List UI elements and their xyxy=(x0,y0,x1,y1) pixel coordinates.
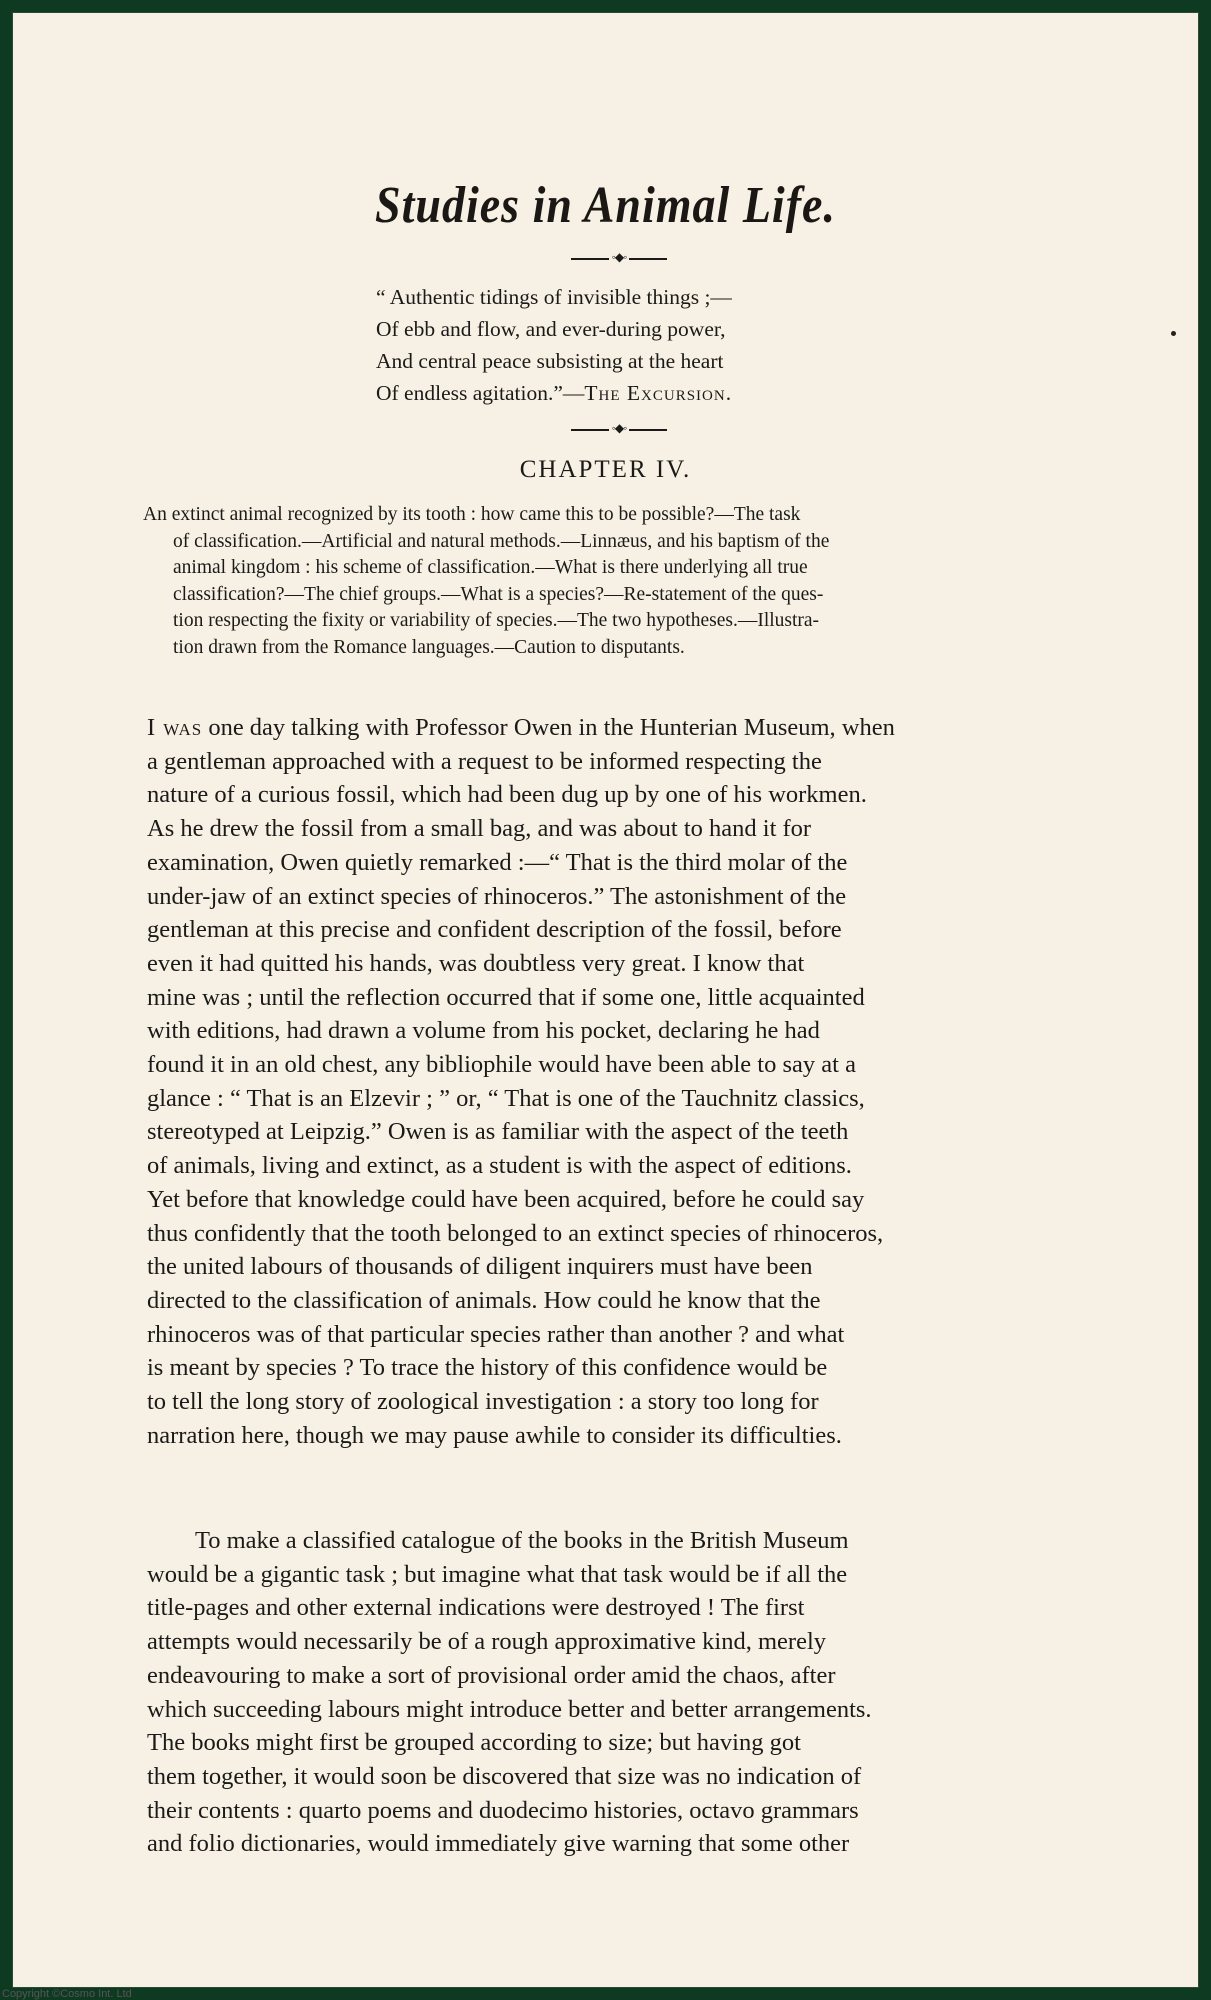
paragraph-line: examination, Owen quietly remarked :—“ That is the third molar of the xyxy=(147,848,848,876)
paragraph-line: which succeeding labours might introduce better and better arrangements. xyxy=(147,1695,872,1723)
ornament-rule xyxy=(571,429,609,431)
paragraph-line: endeavouring to make a sort of provisional order amid the chaos, after xyxy=(147,1661,836,1689)
paragraph-line: title-pages and other external indications were destroyed ! The first xyxy=(147,1594,805,1622)
paragraph-line: is meant by species ? To trace the history of this confidence would be xyxy=(147,1354,828,1382)
epigraph-line: Of ebb and flow, and ever-during power, xyxy=(376,317,726,341)
epigraph xyxy=(376,281,936,409)
copyright-notice: Copyright ©Cosmo Int. Ltd xyxy=(2,1988,132,2000)
ornament-rule xyxy=(629,429,667,431)
ornament-flourish-icon: ◦◆◦ xyxy=(611,250,627,264)
epigraph-ornament xyxy=(571,423,667,437)
paragraph-line: a gentleman approached with a request to be informed respecting the xyxy=(147,747,822,775)
paragraph-2 xyxy=(147,1524,1102,1861)
paragraph-dropcap: I was xyxy=(147,714,203,741)
chapter-synopsis xyxy=(143,502,1098,661)
paragraph-line: of animals, living and extinct, as a student is with the aspect of editions. xyxy=(147,1152,852,1180)
paragraph-line: directed to the classification of animals. How could he know that the xyxy=(147,1286,821,1314)
paragraph-line: the united labours of thousands of diligent inquirers must have been xyxy=(147,1253,813,1281)
paragraph-line: them together, it would soon be discovered that size was no indication of xyxy=(147,1762,862,1790)
paragraph-line: to tell the long story of zoological investigation : a story too long for xyxy=(147,1388,819,1416)
synopsis-line: tion respecting the fixity or variability of species.—The two hypotheses.—Illustra- xyxy=(173,610,820,631)
synopsis-line: animal kingdom : his scheme of classification.—What is there underlying all true xyxy=(173,557,808,578)
ink-speck xyxy=(1171,331,1176,336)
paragraph-line: nature of a curious fossil, which had been dug up by one of his workmen. xyxy=(147,781,867,809)
paragraph-line: As he drew the fossil from a small bag, and was about to hand it for xyxy=(147,815,812,843)
epigraph-line: “ Authentic tidings of invisible things ;— xyxy=(376,285,732,309)
paragraph-line xyxy=(147,711,1102,745)
paragraph-line: even it had quitted his hands, was doubtless very great. I know that xyxy=(147,949,805,977)
epigraph-source: The Excursion. xyxy=(584,381,733,405)
paragraph-line: To make a classified catalogue of the books in the British Museum xyxy=(195,1527,849,1554)
paragraph-line: would be a gigantic task ; but imagine what that task would be if all the xyxy=(147,1560,848,1588)
ornament-rule xyxy=(571,258,609,260)
page-title: Studies in Animal Life. xyxy=(375,175,836,234)
synopsis-line: tion drawn from the Romance languages.—Caution to disputants. xyxy=(173,636,685,658)
synopsis-line: of classification.—Artificial and natural methods.—Linnæus, and his baptism of the xyxy=(173,530,830,552)
synopsis-line: An extinct animal recognized by its tooth : how came this to be possible?—The task xyxy=(143,504,801,525)
title-ornament xyxy=(571,252,667,266)
paragraph-line: rhinoceros was of that particular species rather than another ? and what xyxy=(147,1320,845,1348)
epigraph-line xyxy=(376,377,936,409)
synopsis-line: classification?—The chief groups.—What is a species?—Re-statement of the ques- xyxy=(173,583,824,605)
epigraph-line: And central peace subsisting at the heart xyxy=(376,349,724,373)
paragraph-line-text: one day talking with Professor Owen in the Hunterian Museum, when xyxy=(202,714,895,741)
paragraph-line: and folio dictionaries, would immediately give warning that some other xyxy=(147,1830,850,1858)
paragraph-line: The books might first be grouped according to size; but having got xyxy=(147,1729,801,1757)
ornament-flourish-icon: ◦◆◦ xyxy=(611,421,627,435)
ornament-rule xyxy=(629,258,667,260)
epigraph-last-line: Of endless agitation.”— xyxy=(376,381,585,405)
paragraph-line: mine was ; until the reflection occurred that if some one, little acquainted xyxy=(147,983,865,1011)
document-page xyxy=(12,12,1199,1988)
paragraph-line: narration here, though we may pause awhile to consider its difficulties. xyxy=(147,1421,842,1449)
paragraph-line: thus confidently that the tooth belonged to an extinct species of rhinoceros, xyxy=(147,1219,884,1247)
paragraph-line: under-jaw of an extinct species of rhinoceros.” The astonishment of the xyxy=(147,882,847,910)
chapter-heading: CHAPTER IV. xyxy=(519,456,692,483)
paragraph-line: attempts would necessarily be of a rough approximative kind, merely xyxy=(147,1628,827,1656)
paragraph-line: with editions, had drawn a volume from his pocket, declaring he had xyxy=(147,1017,820,1045)
paragraph-line: gentleman at this precise and confident description of the fossil, before xyxy=(147,916,842,944)
paragraph-line: glance : “ That is an Elzevir ; ” or, “ That is one of the Tauchnitz classics, xyxy=(147,1084,865,1112)
paragraph-line: stereotyped at Leipzig.” Owen is as familiar with the aspect of the teeth xyxy=(147,1118,849,1146)
paragraph-line: Yet before that knowledge could have been acquired, before he could say xyxy=(147,1185,865,1213)
paragraph-1 xyxy=(147,711,1102,1452)
paragraph-line: their contents : quarto poems and duodecimo histories, octavo grammars xyxy=(147,1796,859,1824)
paragraph-line: found it in an old chest, any bibliophile would have been able to say at a xyxy=(147,1051,856,1079)
